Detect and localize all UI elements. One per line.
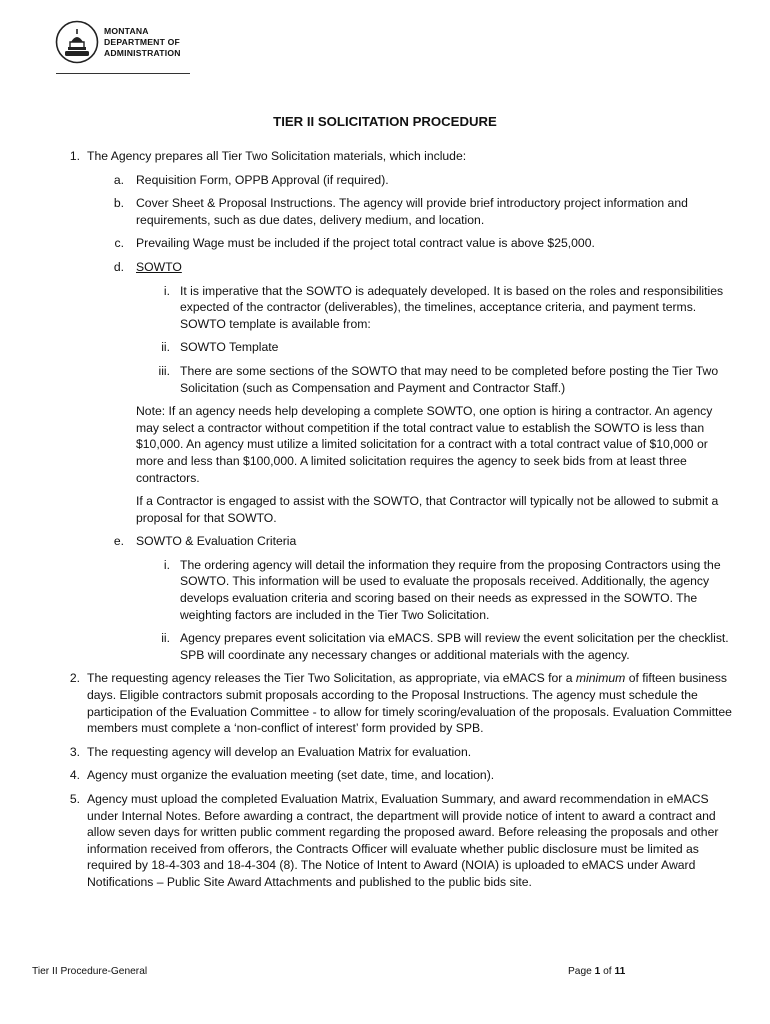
list-item-e [62,533,732,550]
org-name [104,26,181,59]
list-text-part: of fifteen business days. Eligible contractors submit proposals according to the Proposal Instructions. The agency must schedule the participation of the Evaluation Committee - to allow for timely scoring/evaluation of the proposals. Evaluation Committee members must complete a ‘non-conflict of interest’ form provided by SPB. [87,671,732,736]
note-paragraph-2: If a Contractor is engaged to assist with the SOWTO, that Contractor will typically not be allowed to submit a proposal for that SOWTO. [136,494,719,525]
list-item-d-iii [62,363,732,396]
list-item-a [62,172,732,189]
list-item-c [62,235,732,252]
sowto-heading: SOWTO [136,259,182,274]
footer-page-number [568,966,625,977]
list-text: Agency must organize the evaluation meeting (set date, time, and location). [87,768,495,783]
list-number: 4. [69,768,80,783]
list-item-4 [62,767,732,784]
list-text: Prevailing Wage must be included if the project total contract value is above $25,000. [136,236,595,251]
list-text: It is imperative that the SOWTO is adequately developed. It is based on the roles and responsibilities expected of the contractor (deliverables), the timelines, acceptance criteria, and payment terms. SOWTO template is available from: [180,283,724,331]
page-current: 1 [594,966,601,977]
list-item-1 [62,148,732,165]
list-text: The ordering agency will detail the information they require from the proposing Contractors using the SOWTO. This information will be used to evaluate the proposals received. Additionally, the agency develops evaluation criteria and scoring based on their needs as expressed in the SOWTO. The weighting factors are included in the Tier Two Solicitation. [180,557,721,622]
sowto-template-link[interactable]: SOWTO Template [180,340,279,355]
list-item-d [62,259,732,276]
list-item-e-ii [62,630,732,663]
procedure-body [62,148,732,898]
list-number: a. [113,172,124,187]
list-text: The Agency prepares all Tier Two Solicitation materials, which include: [87,149,467,163]
list-text: Cover Sheet & Proposal Instructions. The agency will provide brief introductory project information and requirements, such as due dates, delivery medium, and location. [136,196,688,227]
page-of: of [600,966,615,977]
page-prefix: Page [568,966,595,977]
list-text: There are some sections of the SOWTO that may need to be completed before posting the Tier Two Solicitation (such as Compensation and Payment and Contractor Staff.) [180,363,719,395]
list-text: The requesting agency will develop an Evaluation Matrix for evaluation. [87,744,472,759]
list-number: b. [113,196,124,211]
list-item-e-i [62,557,732,623]
list-text-part: The requesting agency releases the Tier Two Solicitation, as appropriate, via eMACS for a [87,671,576,686]
emphasis-minimum: minimum [575,671,626,686]
list-item-3 [62,744,732,761]
list-number: i. [163,283,170,298]
list-item-d-i [62,283,732,333]
list-number: 2. [69,671,80,686]
list-number: d. [113,259,124,274]
list-item-5 [62,791,732,891]
page-total: 11 [614,966,626,977]
list-number: e. [113,534,124,549]
footer-doc-name: Tier II Procedure-General [32,966,148,977]
org-line-2: DEPARTMENT OF [104,37,180,47]
list-text: Agency must upload the completed Evaluation Matrix, Evaluation Summary, and award recommendation in eMACS under Internal Notes. Before awarding a contract, the department will provide notice of intent to award a contract and allow seven days for written public comment regarding the proposed award. Before releasing the proposals and other information received from offerors, the Contracts Officer will evaluate whether public disclosure must be limited as required by 18-4-303 and 18-4-304 (8). The Notice of Intent to Award (NOIA) is uploaded to eMACS under Award Notifications – Public Site Award Attachments and published to the public bids site. [87,792,719,889]
list-number: ii. [161,340,170,355]
list-number: 1. [69,149,80,163]
list-text: Requisition Form, OPPB Approval (if required). [136,172,389,187]
header-divider [56,73,190,74]
list-text: SOWTO & Evaluation Criteria [136,534,297,549]
list-text: Agency prepares event solicitation via eMACS. SPB will review the event solicitation per the checklist. SPB will coordinate any necessary changes or additional materials with the agency. [180,631,729,662]
org-line-3: ADMINISTRATION [104,48,181,58]
note-paragraph: Note: If an agency needs help developing a complete SOWTO, one option is hiring a contractor. An agency may select a contractor without competition if the total contract value to establish the SOWTO is less than $10,000. An agency must utilize a limited solicitation for a contract with a total contract value of $10,000 or more and less than $100,000. A limited solicitation requires the agency to seek bids from at least three contractors. [136,404,713,485]
list-number: i. [163,557,170,572]
org-line-1: MONTANA [104,26,149,36]
list-text [87,670,732,736]
list-number: ii. [161,631,170,646]
capitol-dome-seal-icon [55,20,99,64]
list-item-b [62,195,732,228]
list-number: iii. [158,363,170,378]
page-title: TIER II SOLICITATION PROCEDURE [273,114,497,129]
list-number: c. [114,236,124,251]
list-number: 5. [69,792,80,806]
list-number: 3. [69,744,80,759]
list-item-2 [62,670,732,736]
list-item-d-ii [62,339,732,356]
